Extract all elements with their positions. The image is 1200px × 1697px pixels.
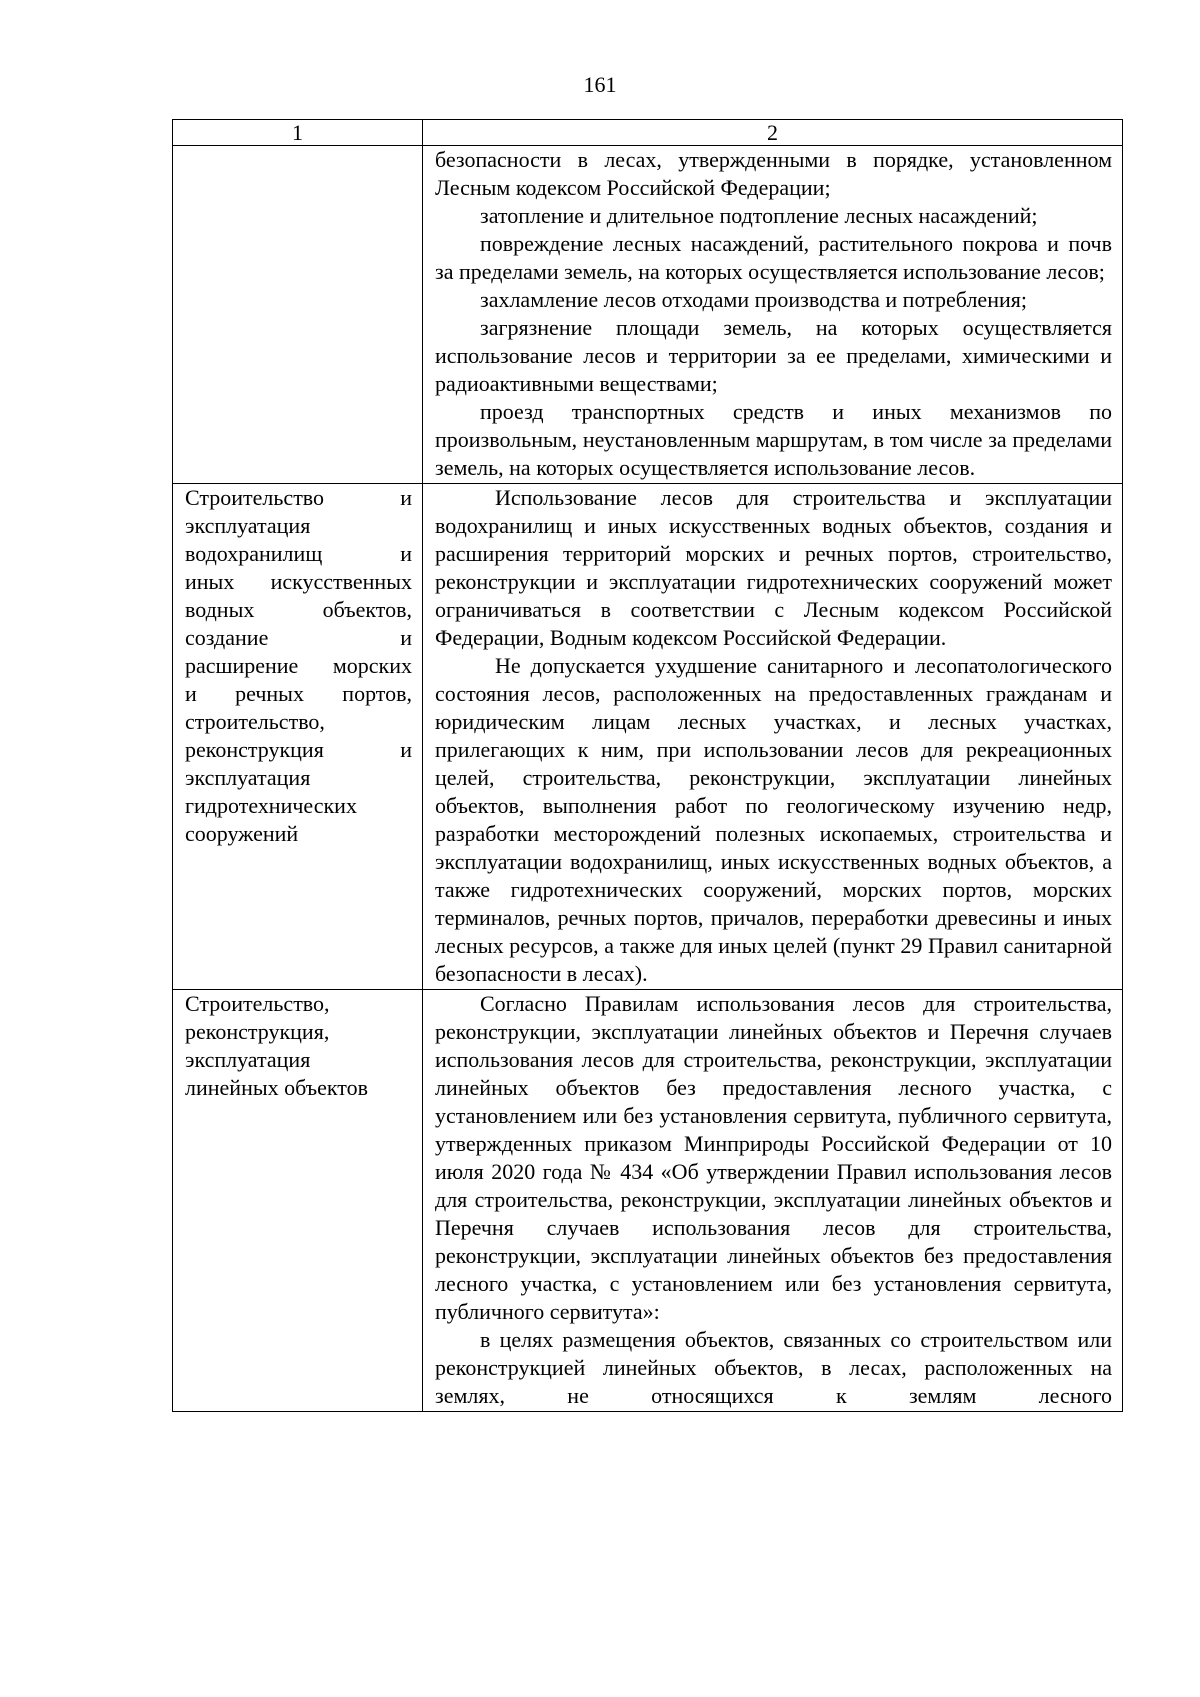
activity-line: Строительство, [185, 991, 330, 1016]
paragraph: безопасности в лесах, утвержденными в порядке, установленном Лесным кодексом Российской Федерации; [435, 147, 1112, 200]
activity-line: реконструкция, [185, 1019, 330, 1044]
table-row [173, 484, 1123, 990]
activity-line: водохранилищ и [185, 541, 412, 566]
row-2-activity-cell [173, 484, 423, 990]
column-header-1: 1 [173, 120, 423, 146]
activity-line: создание и [185, 625, 412, 650]
column-header-2: 2 [423, 120, 1123, 146]
row-1-requirements-cell [423, 146, 1123, 484]
activity-line: эксплуатация [185, 513, 311, 538]
paragraph: Согласно Правилам использования лесов для строительства, реконструкции, эксплуатации линейных объектов и Перечня случаев использования лесов для строительства, реконструкции, эксплуатации линейных объектов без предоставления лесного участка, с установлением или без установления сервитута, публичного сервитута, утвержденных приказом Минприроды Российской Федерации от 10 июля 2020 года № 434 «Об утверждении Правил использования лесов для строительства, реконструкции, эксплуатации линейных объектов и Перечня случаев использования лесов для строительства, реконструкции, эксплуатации линейных объектов без предоставления лесного участка, с установлением или без установления сервитута, публичного сервитута»: [435, 991, 1112, 1324]
row-3-requirements-cell [423, 990, 1123, 1412]
activity-line: гидротехнических [185, 793, 357, 818]
table-header-row [173, 120, 1123, 146]
activity-line: иных искусственных [185, 569, 412, 594]
activity-line: Строительство и [185, 485, 412, 510]
paragraph: повреждение лесных насаждений, растительного покрова и почв за пределами земель, на которых осуществляется использование лесов; [435, 231, 1112, 284]
paragraph: захламление лесов отходами производства и потребления; [480, 287, 1027, 312]
table-row [173, 990, 1123, 1412]
activity-line: линейных объектов [185, 1075, 369, 1100]
paragraph: в целях размещения объектов, связанных со строительством или реконструкцией линейных объектов, в лесах, расположенных на землях, не относящихся к землям лесного [435, 1327, 1112, 1408]
paragraph: проезд транспортных средств и иных механизмов по произвольным, неустановленным маршрутам, в том числе за пределами земель, на которых осуществляется использование лесов. [435, 399, 1112, 480]
activity-line: строительство, [185, 709, 325, 734]
paragraph: Не допускается ухудшение санитарного и лесопатологического состояния лесов, расположенных на предоставленных гражданам и юридическим лицам лесных участках, и лесных участках, прилегающих к ним, при использовании лесов для рекреационных целей, строительства, реконструкции, эксплуатации линейных объектов, выполнения работ по геологическому изучению недр, разработки месторождений полезных ископаемых, строительства и эксплуатации водохранилищ, иных искусственных водных объектов, а также гидротехнических сооружений, морских портов, морских терминалов, речных портов, причалов, переработки древесины и иных лесных ресурсов, а также для иных целей (пункт 29 Правил санитарной безопасности в лесах). [435, 653, 1112, 986]
activity-line: эксплуатация [185, 765, 311, 790]
activity-line: расширение морских [185, 653, 412, 678]
activity-line: эксплуатация [185, 1047, 311, 1072]
page-number: 161 [583, 72, 617, 97]
activity-line: сооружений [185, 821, 299, 846]
row-1-activity-cell [173, 146, 423, 484]
activity-line: реконструкция и [185, 737, 412, 762]
row-2-requirements-cell [423, 484, 1123, 990]
paragraph: затопление и длительное подтопление лесных насаждений; [480, 203, 1038, 228]
document-table [172, 119, 1123, 1412]
activity-line: и речных портов, [185, 681, 412, 706]
paragraph: загрязнение площади земель, на которых осуществляется использование лесов и территории за ее пределами, химическими и радиоактивными веществами; [435, 315, 1112, 396]
table-row [173, 146, 1123, 484]
row-3-activity-cell [173, 990, 423, 1412]
paragraph: Использование лесов для строительства и эксплуатации водохранилищ и иных искусственных водных объектов, создания и расширения территорий морских и речных портов, строительство, реконструкции и эксплуатации гидротехнических сооружений может ограничиваться в соответствии с Лесным кодексом Российской Федерации, Водным кодексом Российской Федерации. [435, 485, 1112, 650]
activity-line: водных объектов, [185, 597, 412, 622]
